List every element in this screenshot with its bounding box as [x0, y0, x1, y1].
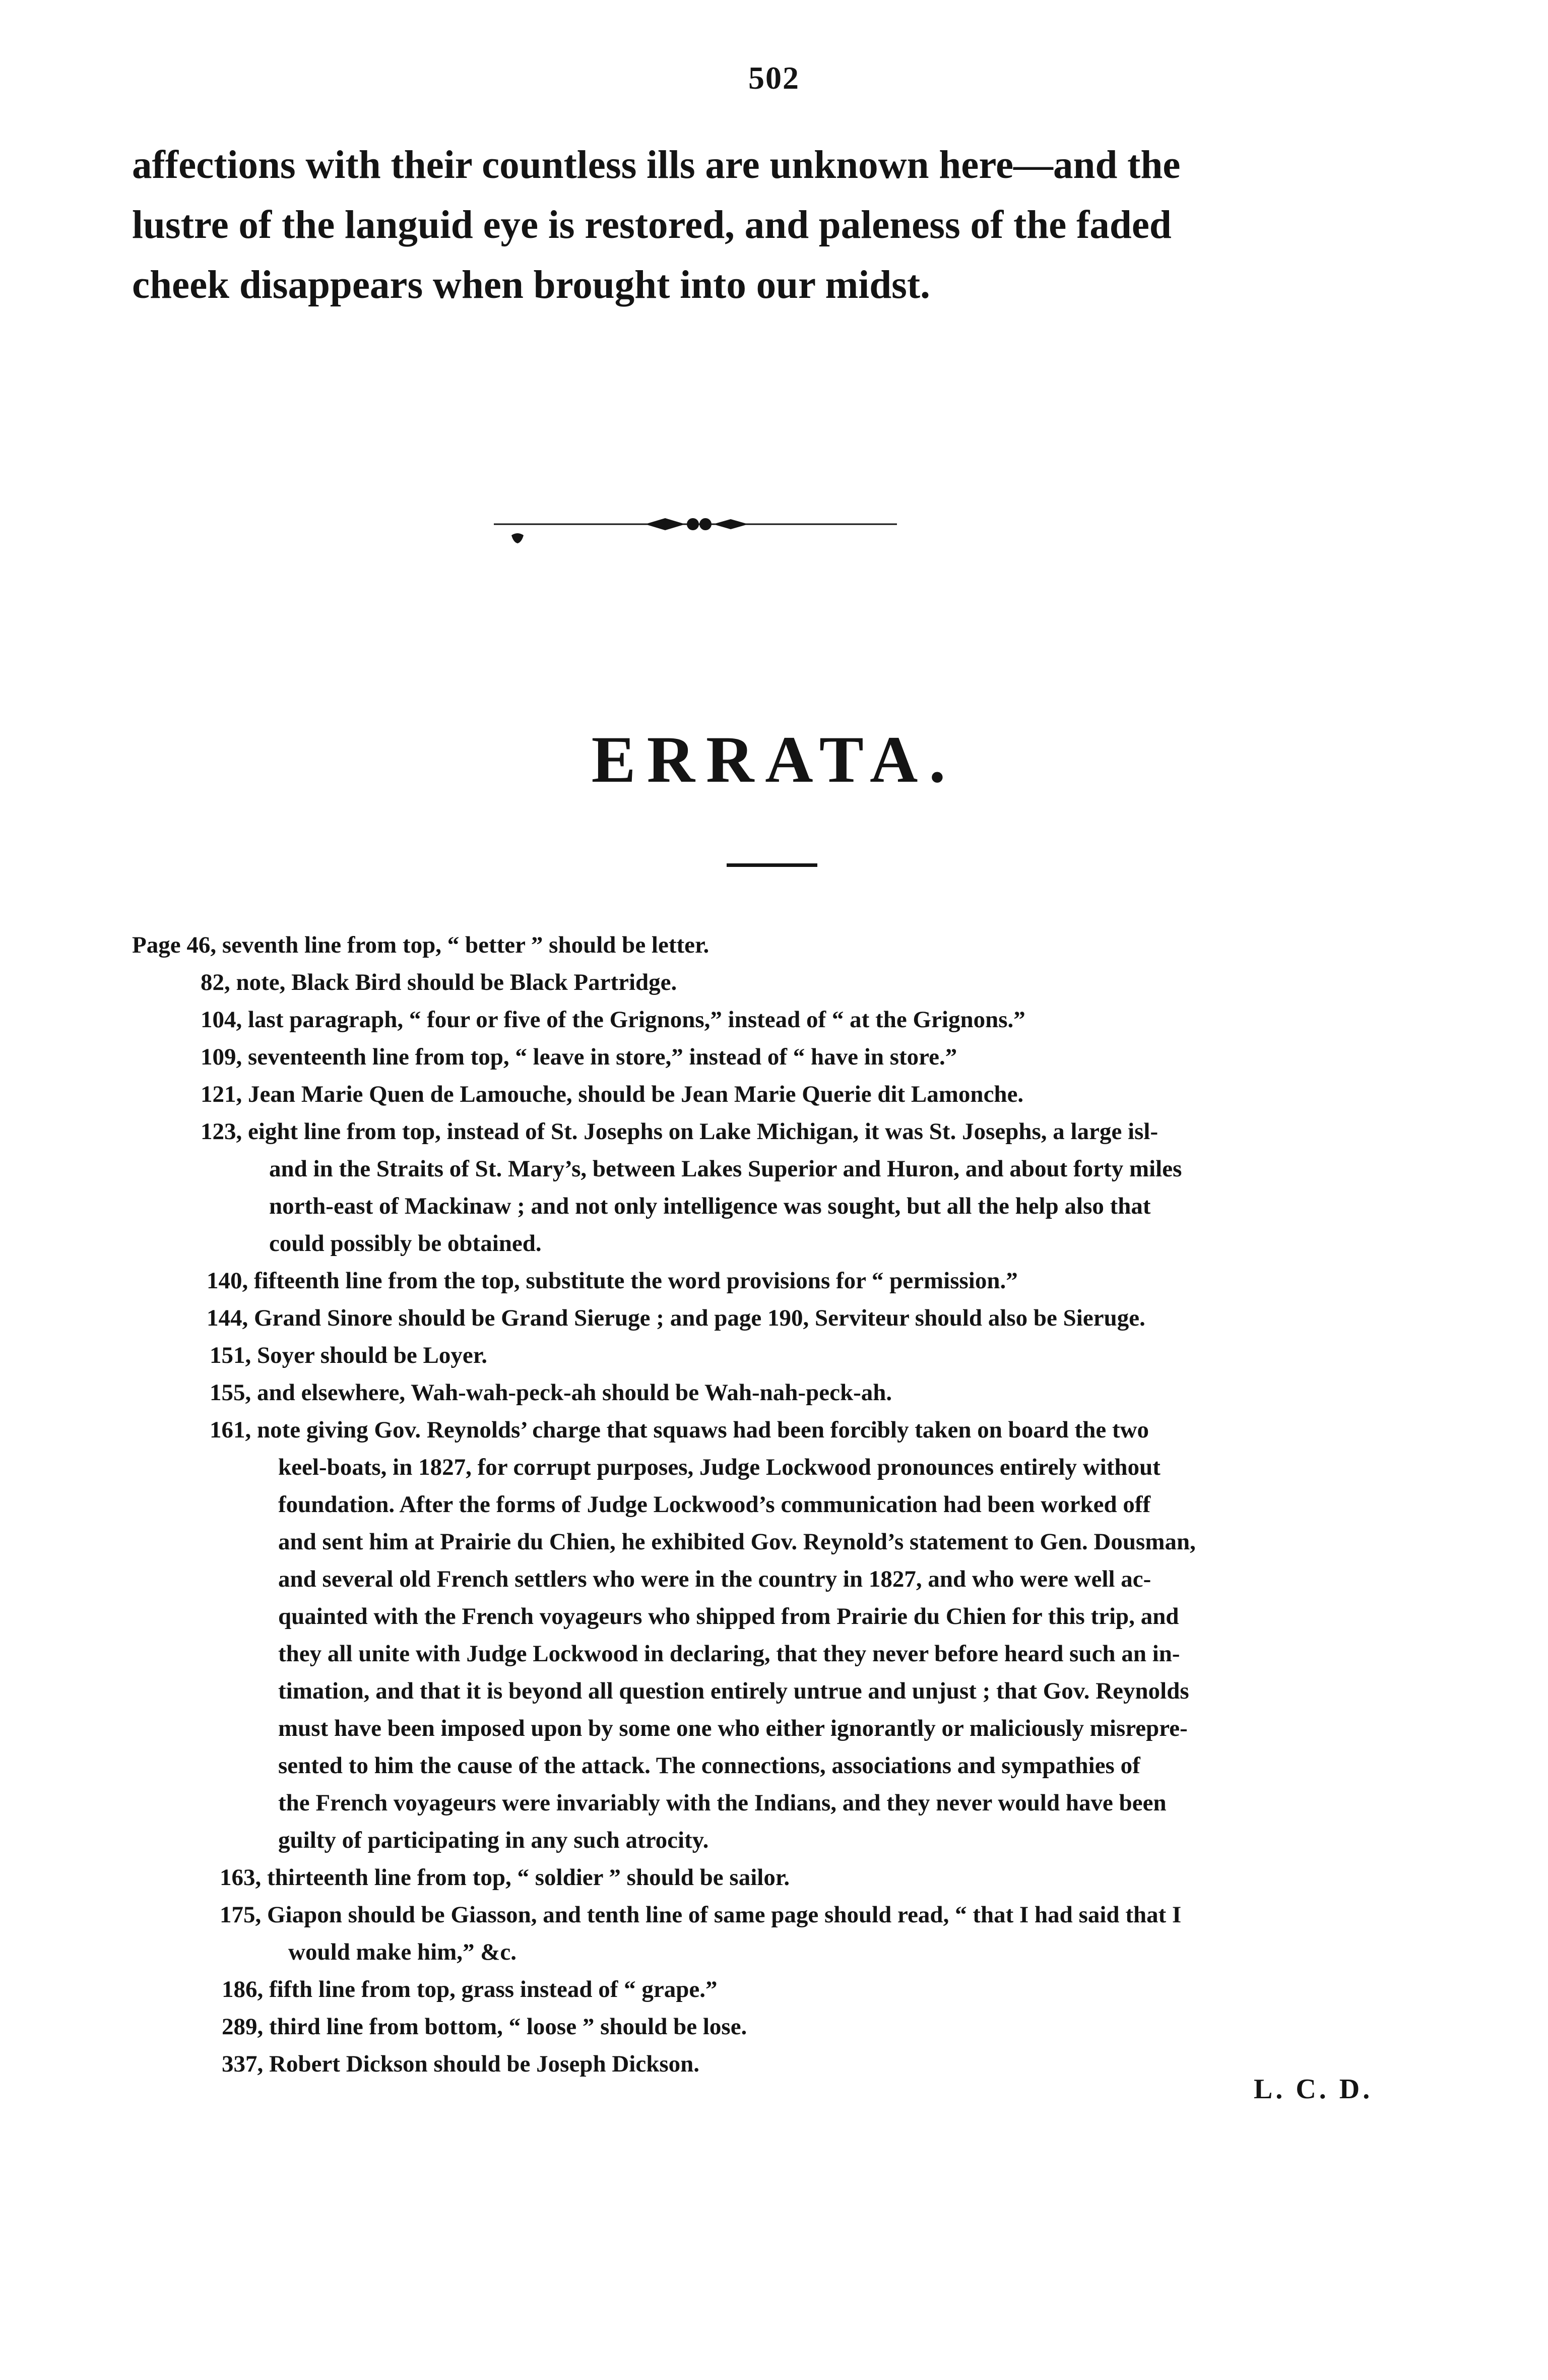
entry-line: must have been imposed upon by some one who either ignorantly or maliciously misrepre-	[278, 1715, 1188, 1741]
errata-entry	[220, 1896, 1181, 1971]
entry-line: north-east of Mackinaw ; and not only intelligence was sought, but all the help also that	[269, 1193, 1151, 1219]
entry-line: guilty of participating in any such atrocity.	[278, 1827, 709, 1853]
entry-line: 151, Soyer should be Loyer.	[210, 1342, 488, 1368]
errata-entry	[222, 1971, 717, 2008]
entry-line: 163, thirteenth line from top, “ soldier ” should be sailor.	[220, 1864, 790, 1891]
entry-line: 289, third line from bottom, “ loose ” should be lose.	[222, 2014, 747, 2040]
errata-entry	[201, 964, 677, 1001]
entry-line: timation, and that it is beyond all question entirely untrue and unjust ; that Gov. Reynolds	[278, 1678, 1189, 1704]
heading-rule	[727, 863, 817, 867]
errata-entry	[201, 1001, 1025, 1038]
entry-line: would make him,” &c.	[288, 1939, 517, 1965]
entry-line: the French voyageurs were invariably with the Indians, and they never would have been	[278, 1790, 1167, 1816]
errata-entry	[132, 926, 709, 964]
entry-line: quainted with the French voyageurs who shipped from Prairie du Chien for this trip, and	[278, 1603, 1179, 1630]
page-number: 502	[748, 60, 800, 96]
errata-entry	[220, 1859, 790, 1896]
entry-line: and sent him at Prairie du Chien, he exhibited Gov. Reynold’s statement to Gen. Dousman,	[278, 1529, 1196, 1555]
entry-line: 337, Robert Dickson should be Joseph Dickson.	[222, 2051, 700, 2077]
errata-entry	[222, 2045, 699, 2083]
entry-line: they all unite with Judge Lockwood in declaring, that they never before heard such an in-	[278, 1641, 1180, 1667]
entry-line: 109, seventeenth line from top, “ leave in store,” instead of “ have in store.”	[201, 1044, 957, 1070]
errata-entry	[207, 1262, 1018, 1299]
entry-line: 186, fifth line from top, grass instead of “ grape.”	[222, 1976, 718, 2002]
entry-line: 82, note, Black Bird should be Black Partridge.	[201, 969, 677, 995]
entry-line: 155, and elsewhere, Wah-wah-peck-ah should be Wah-nah-peck-ah.	[210, 1380, 892, 1406]
errata-entry	[210, 1411, 1196, 1859]
author-initials: L. C. D.	[1254, 2074, 1373, 2105]
entry-line: keel-boats, in 1827, for corrupt purposes, Judge Lockwood pronounces entirely without	[278, 1454, 1160, 1480]
entry-line: 140, fifteenth line from the top, substitute the word provisions for “ permission.”	[207, 1268, 1018, 1294]
errata-entry	[210, 1374, 892, 1411]
errata-heading: ERRATA.	[591, 722, 957, 796]
entry-line: foundation. After the forms of Judge Lockwood’s communication had been worked off	[278, 1491, 1151, 1518]
errata-entry	[222, 2008, 747, 2045]
entry-line: 175, Giapon should be Giasson, and tenth line of same page should read, “ that I had said that I	[220, 1902, 1182, 1928]
entry-line: sented to him the cause of the attack. The connections, associations and sympathies of	[278, 1752, 1140, 1779]
errata-entry	[201, 1076, 1023, 1113]
entry-line: Page 46, seventh line from top, “ better ” should be letter.	[132, 932, 710, 958]
errata-entry	[201, 1038, 957, 1076]
paragraph-line: lustre of the languid eye is restored, and paleness of the faded	[132, 203, 1172, 247]
entry-line: and several old French settlers who were in the country in 1827, and who were well ac-	[278, 1566, 1151, 1592]
entry-line: 104, last paragraph, “ four or five of the Grignons,” instead of “ at the Grignons.”	[201, 1007, 1025, 1033]
entry-line: 161, note giving Gov. Reynolds’ charge that squaws had been forcibly taken on board the two	[210, 1417, 1149, 1443]
errata-entry	[201, 1113, 1182, 1262]
paragraph-line: affections with their countless ills are unknown here—and the	[132, 143, 1181, 187]
entry-line: 121, Jean Marie Quen de Lamouche, should be Jean Marie Querie dit Lamonche.	[201, 1081, 1024, 1107]
entry-line: 144, Grand Sinore should be Grand Sieruge ; and page 190, Serviteur should also be Sieruge.	[207, 1305, 1145, 1331]
entry-line: 123, eight line from top, instead of St. Josephs on Lake Michigan, it was St. Josephs, a large isl-	[201, 1118, 1158, 1145]
entry-line: could possibly be obtained.	[269, 1230, 542, 1257]
errata-entry	[210, 1337, 487, 1374]
continuation-paragraph	[132, 135, 1382, 315]
entry-line: and in the Straits of St. Mary’s, between Lakes Superior and Huron, and about forty miles	[269, 1156, 1182, 1182]
errata-entry	[207, 1299, 1145, 1337]
paragraph-line: cheek disappears when brought into our midst.	[132, 263, 930, 307]
section-divider-ornament	[494, 504, 897, 549]
